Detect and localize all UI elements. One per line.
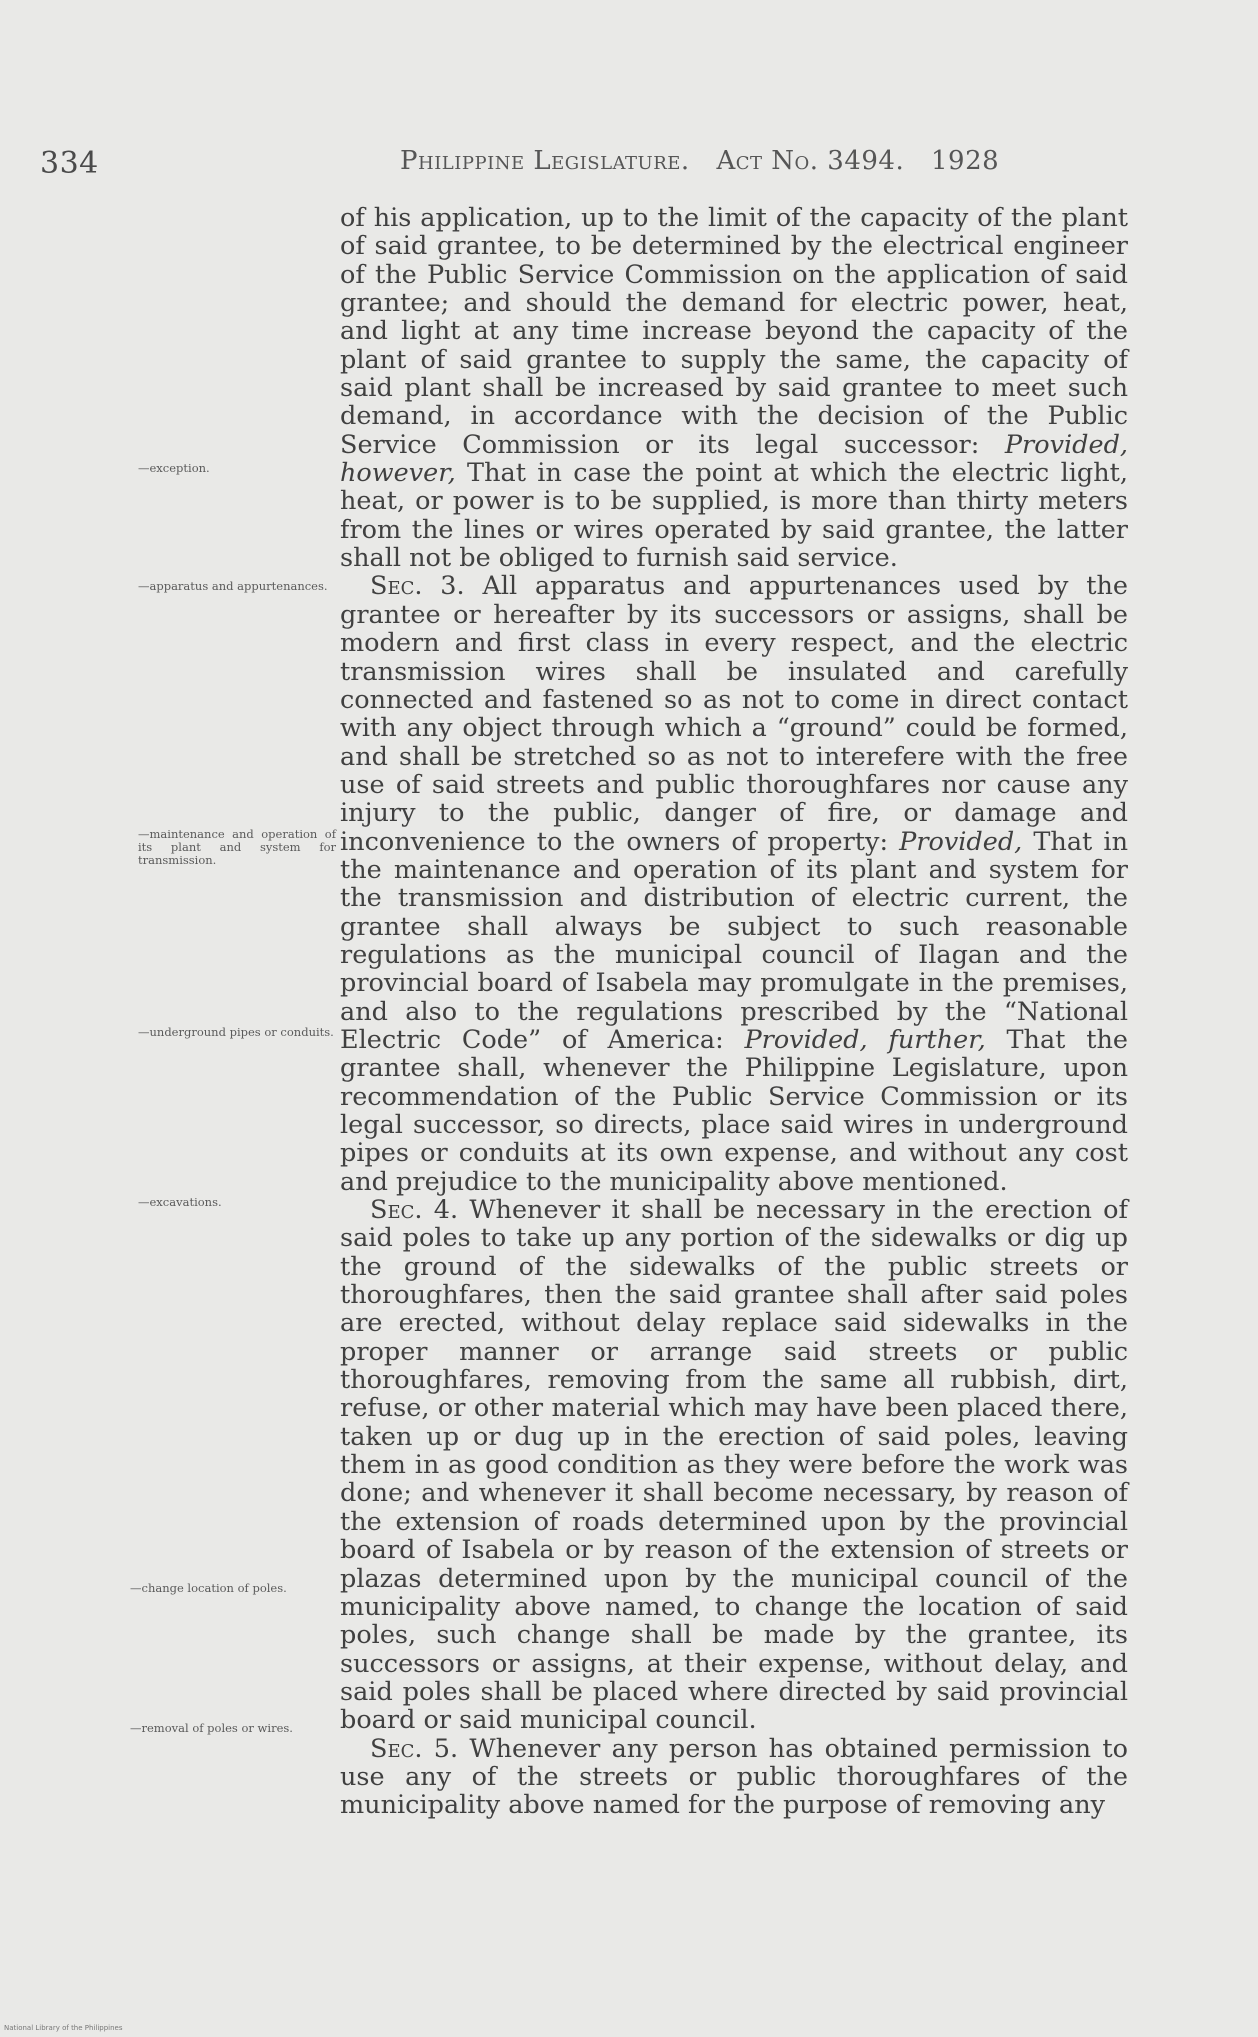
- section-label: Sec. 4.: [370, 1195, 459, 1226]
- paragraph-continuation: of his application, up to the limit of the capacity of the plant of said grantee, to be determined by the electrical engineer of the Public Service Commission on the application of said grantee; and should the demand for electric power, heat, and light at any time increase beyond the capacity of the plant of said grantee to supply the same, the capacity of said plant shall be increased by said grantee to meet such demand, in accordance with the decision of the Public Service Commission or its legal successor: Provided, however, That in case the point at which the electric light, heat, or power is to be supplied, is more than thirty meters from the lines or wires operated by said grantee, the latter shall not be obliged to furnish said service.: [340, 203, 1128, 574]
- margin-note-maintenance: —maintenance and operation of its plant and system for transmission.: [138, 827, 336, 867]
- section-3: Sec. 3. All apparatus and appurtenances used by the grantee or hereafter by its successors or assigns, shall be modern and first class in every respect, and the electric transmission wires shall be insulated and carefully connected and fastened so as not to come in direct contact with any object through which a “ground” could be formed, and shall be stretched so as not to interefere with the free use of said streets and public thoroughfares nor cause any injury to the public, danger of fire, or damage and inconvenience to the owners of property: Provided, That in the maintenance and operation of its plant and system for the transmission and distribution of electric current, the grantee shall always be subject to such reasonable regulations as the municipal council of Ilagan and the provincial board of Isabela may promulgate in the premises, and also to the regulations prescribed by the “National Electric Code” of America: Provided, further, That the grantee shall, whenever the Philippine Legislature, upon recommendation of the Public Service Commission or its legal successor, so directs, place said wires in underground pipes or conduits at its own expense, and without any cost and prejudice to the municipality above mentioned.: [340, 571, 1128, 1197]
- page-number: 334: [40, 146, 99, 181]
- running-head: [400, 146, 1017, 176]
- section-4: Sec. 4. Whenever it shall be necessary in the erection of said poles to take up any portion of the sidewalks or dig up the ground of the sidewalks of the public streets or thoroughfares, then the said grantee shall after said poles are erected, without delay replace said sidewalks in the proper manner or arrange said streets or public thoroughfares, removing from the same all rubbish, dirt, refuse, or other material which may have been placed there, taken up or dug up in the erection of said poles, leaving them in as good condition as they were before the work was done; and whenever it shall become necessary, by reason of the extension of roads determined upon by the provincial board of Isabela or by reason of the extension of streets or plazas determined upon by the municipal council of the municipality above named, to change the location of said poles, such change shall be made by the grantee, its successors or assigns, at their expense, without delay, and said poles shall be placed where directed by said provincial board or said municipal council.: [340, 1195, 1128, 1736]
- margin-note-removal: —removal of poles or wires.: [130, 1721, 293, 1735]
- section-label: Sec. 3.: [370, 571, 465, 602]
- running-head-act: Act No. 3494.: [716, 146, 905, 176]
- running-head-year: 1928: [931, 146, 1000, 176]
- proviso: Provided,: [899, 826, 1023, 857]
- body-text: [340, 204, 1128, 1820]
- section-label: Sec. 5.: [370, 1733, 459, 1764]
- margin-note-underground: —underground pipes or conduits.: [138, 1025, 334, 1039]
- proviso: Provided, however,: [340, 429, 1128, 489]
- margin-note-excavations: —excavations.: [138, 1195, 222, 1209]
- margin-note-exception: —exception.: [138, 461, 210, 475]
- section-5: Sec. 5. Whenever any person has obtained permission to use any of the streets or public thoroughfares of the municipality above named for the purpose of removing any: [340, 1733, 1128, 1821]
- proviso: Provided, further,: [744, 1024, 986, 1055]
- margin-note-change-location: —change location of poles.: [130, 1581, 287, 1595]
- footer-credit: National Library of the Philippines: [4, 2024, 123, 2032]
- running-head-legislature: Philippine Legislature.: [400, 146, 690, 176]
- margin-note-apparatus: —apparatus and appurtenances.: [138, 579, 328, 593]
